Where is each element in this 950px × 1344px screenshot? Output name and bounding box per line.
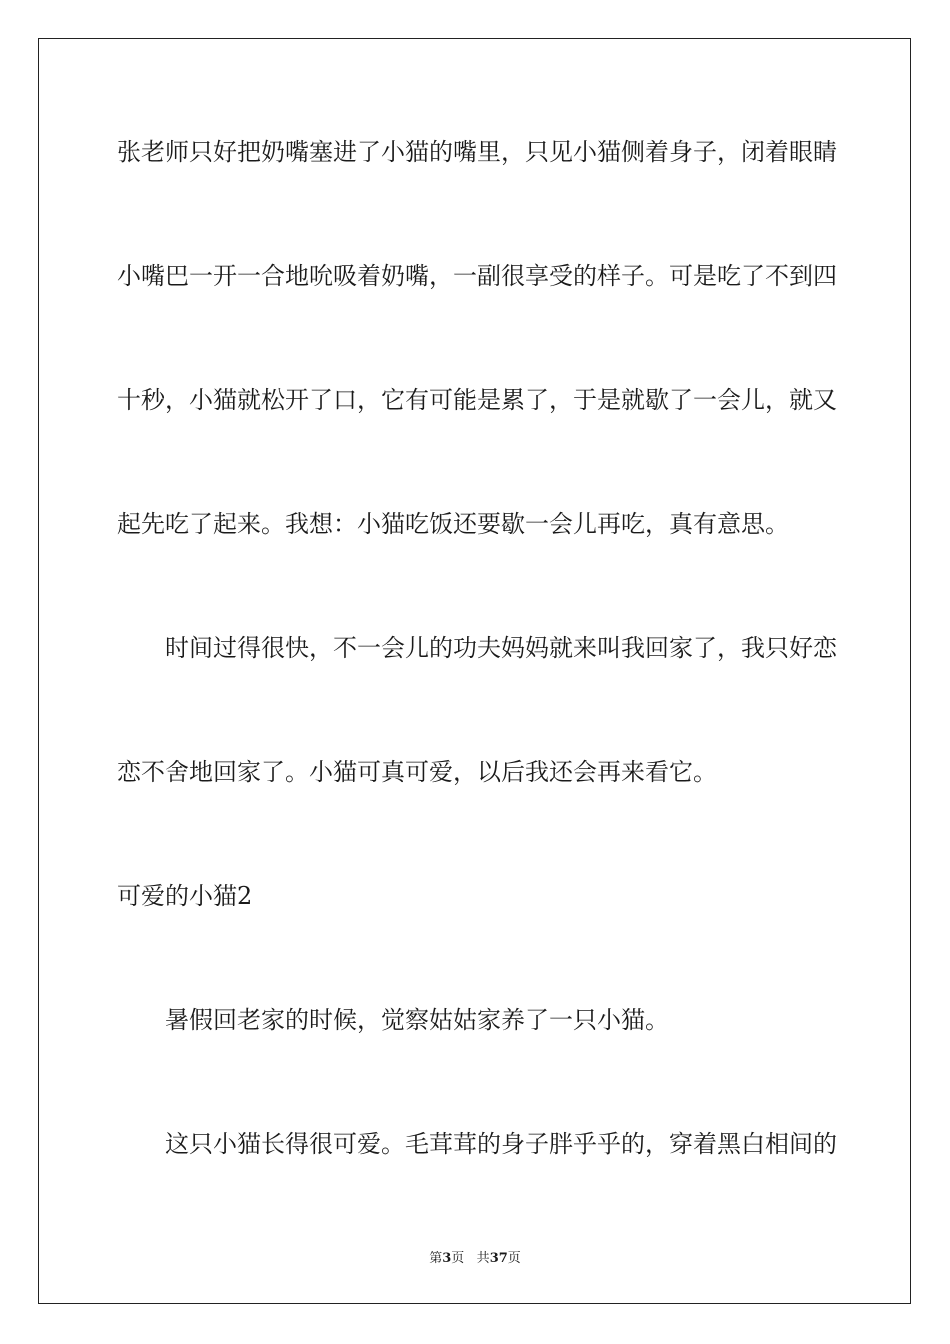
body-line-5: 时间过得很快，不一会儿的功夫妈妈就来叫我回家了，我只好恋 [165,634,837,662]
footer-total-prefix: 共 [476,1251,490,1266]
footer-page-number: 3 [442,1251,452,1266]
page-border [38,38,911,1304]
body-line-4: 起先吃了起来。我想：小猫吃饭还要歇一会儿再吃，真有意思。 [117,510,789,538]
body-line-2: 小嘴巴一开一合地吮吸着奶嘴，一副很享受的样子。可是吃了不到四 [117,262,837,290]
footer-total-pages: 37 [489,1251,508,1266]
body-line-1: 张老师只好把奶嘴塞进了小猫的嘴里，只见小猫侧着身子，闭着眼睛 [117,138,837,166]
footer-page-suffix: 页 [451,1251,465,1266]
page-footer [0,1247,950,1266]
body-line-3: 十秒，小猫就松开了口，它有可能是累了，于是就歇了一会儿，就又 [117,386,837,414]
section-heading: 可爱的小猫2 [117,882,253,910]
footer-total-suffix: 页 [507,1251,521,1266]
footer-page-prefix: 第 [429,1251,443,1266]
body-line-8: 这只小猫长得很可爱。毛茸茸的身子胖乎乎的，穿着黑白相间的 [165,1130,837,1158]
body-line-7: 暑假回老家的时候，觉察姑姑家养了一只小猫。 [165,1006,669,1034]
body-line-6: 恋不舍地回家了。小猫可真可爱，以后我还会再来看它。 [117,758,717,786]
